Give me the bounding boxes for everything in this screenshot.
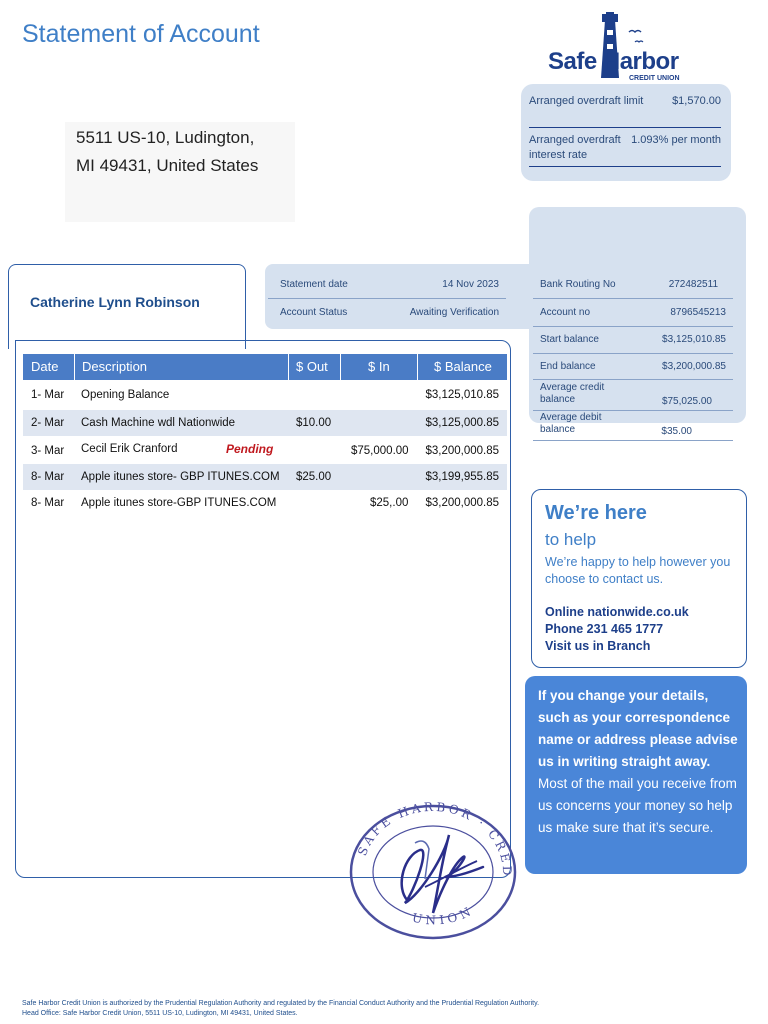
table-row (23, 490, 507, 516)
notice-panel (525, 676, 747, 874)
header-in: $ In (368, 359, 390, 374)
help-branch: Visit us in Branch (545, 639, 651, 653)
transactions-header (23, 354, 507, 380)
divider (268, 298, 506, 299)
row-out: $10.00 (296, 417, 332, 429)
table-row (23, 438, 507, 464)
divider (533, 353, 733, 354)
row-balance: $3,199,955.85 (425, 471, 499, 483)
divider (288, 354, 289, 380)
help-online-link[interactable]: Online nationwide.co.uk (545, 605, 689, 619)
address-line-1: 5511 US-10, Ludington, (76, 128, 255, 147)
divider (533, 298, 733, 299)
notice-text (538, 685, 738, 839)
header-date: Date (31, 359, 59, 374)
overdraft-limit-row (529, 94, 721, 126)
divider (533, 410, 733, 411)
statement-date-label: Statement date (280, 279, 348, 290)
row-date: 8- Mar (31, 497, 65, 509)
header-balance: $ Balance (434, 359, 492, 374)
help-phone[interactable]: Phone 231 465 1777 (545, 622, 664, 636)
start-balance-value: $3,125,010.85 (662, 334, 726, 345)
stamp-text-bottom: UNION (410, 902, 477, 928)
row-balance: $3,200,000.85 (425, 497, 499, 509)
statement-date-value: 14 Nov 2023 (442, 279, 499, 290)
overdraft-limit-value: $1,570.00 (672, 95, 721, 107)
row-description: Cecil Erik Cranford (81, 443, 178, 455)
routing-label: Bank Routing No (540, 279, 616, 290)
divider (340, 354, 341, 380)
row-date: 8- Mar (31, 471, 65, 483)
customer-name: Catherine Lynn Robinson (30, 294, 200, 310)
row-date: 3- Mar (31, 445, 65, 457)
divider (533, 379, 733, 380)
help-panel (531, 489, 747, 668)
pending-flag: Pending (226, 442, 274, 456)
row-in: $25,.00 (370, 497, 409, 509)
svg-text:UNION (411, 903, 477, 927)
help-text: We’re happy to help however you choose to contact us. (545, 555, 731, 586)
start-balance-label: Start balance (540, 334, 599, 345)
divider (529, 127, 721, 128)
avg-debit-value: $35.00 (661, 426, 692, 437)
bank-stamp (345, 795, 523, 940)
logo-subtitle: CREDIT UNION (629, 75, 680, 82)
page-title: Statement of Account (22, 20, 260, 48)
overdraft-rate-label: Arranged overdraft interest rate (529, 134, 621, 161)
avg-credit-value: $75,025.00 (661, 396, 712, 407)
statement-info-panel (265, 264, 529, 329)
row-in: $75,000.00 (351, 445, 409, 457)
address-line-2: MI 49431, United States (76, 156, 259, 175)
footer-line-1: Safe Harbor Credit Union is authorized by the Prudential Regulation Authority and regulated by the Financial Conduct Authority and the Prudential Regulation Authority. (22, 1000, 540, 1007)
overdraft-rate-value: 1.093% per month (631, 134, 721, 146)
help-subtitle: to help (545, 530, 597, 549)
row-out: $25.00 (296, 471, 332, 483)
footer (22, 999, 742, 1019)
divider (74, 354, 75, 380)
avg-debit-label: Average debit balance (540, 412, 602, 435)
table-row (23, 464, 507, 490)
divider (417, 354, 418, 380)
row-balance: $3,125,010.85 (425, 389, 499, 401)
notice-bold-text: If you change your details, such as your correspondence name or address please advise us in writing straight away. (538, 688, 738, 769)
logo-name: Safe Harbor (548, 48, 679, 75)
routing-value: 272482511 (668, 279, 718, 290)
divider (533, 326, 733, 327)
notice-rest-text: Most of the mail you receive from us concerns your money so help us make sure that it’s secure. (538, 776, 737, 835)
header-description: Description (82, 359, 148, 374)
row-description: Apple itunes store- GBP ITUNES.COM (81, 471, 280, 483)
header-out: $ Out (296, 359, 328, 374)
address-block (65, 122, 295, 222)
row-description: Opening Balance (81, 389, 170, 401)
row-description: Cash Machine wdl Nationwide (81, 417, 236, 429)
footer-line-2: Head Office: Safe Harbor Credit Union, 5511 US-10, Ludington, MI 49431, United States. (22, 1010, 298, 1017)
account-status-value: Awaiting Verification (409, 307, 499, 318)
overdraft-rate-row (529, 133, 721, 165)
stamp-text-top: SAFE HARBOR · CRED (355, 799, 515, 879)
row-balance: $3,125,000.85 (425, 417, 499, 429)
row-date: 2- Mar (31, 417, 65, 429)
stamp-seal-icon (345, 795, 523, 940)
table-row (23, 410, 507, 436)
row-description: Apple itunes store-GBP ITUNES.COM (81, 497, 277, 509)
end-balance-value: $3,200,000.85 (662, 361, 726, 372)
overdraft-limit-label: Arranged overdraft limit (529, 95, 644, 107)
help-title: We’re here (545, 502, 647, 524)
avg-credit-label: Average credit balance (540, 382, 605, 405)
svg-text:SAFE HARBOR · CREDIT (345, 795, 514, 879)
account-no-label: Account no (540, 307, 591, 318)
divider (529, 166, 721, 167)
row-date: 1- Mar (31, 389, 65, 401)
account-status-label: Account Status (280, 307, 348, 318)
divider (533, 440, 733, 441)
end-balance-label: End balance (540, 361, 596, 372)
account-no-value: 8796545213 (670, 307, 726, 318)
table-row (23, 382, 507, 408)
row-balance: $3,200,000.85 (425, 445, 499, 457)
overdraft-panel (521, 84, 731, 181)
